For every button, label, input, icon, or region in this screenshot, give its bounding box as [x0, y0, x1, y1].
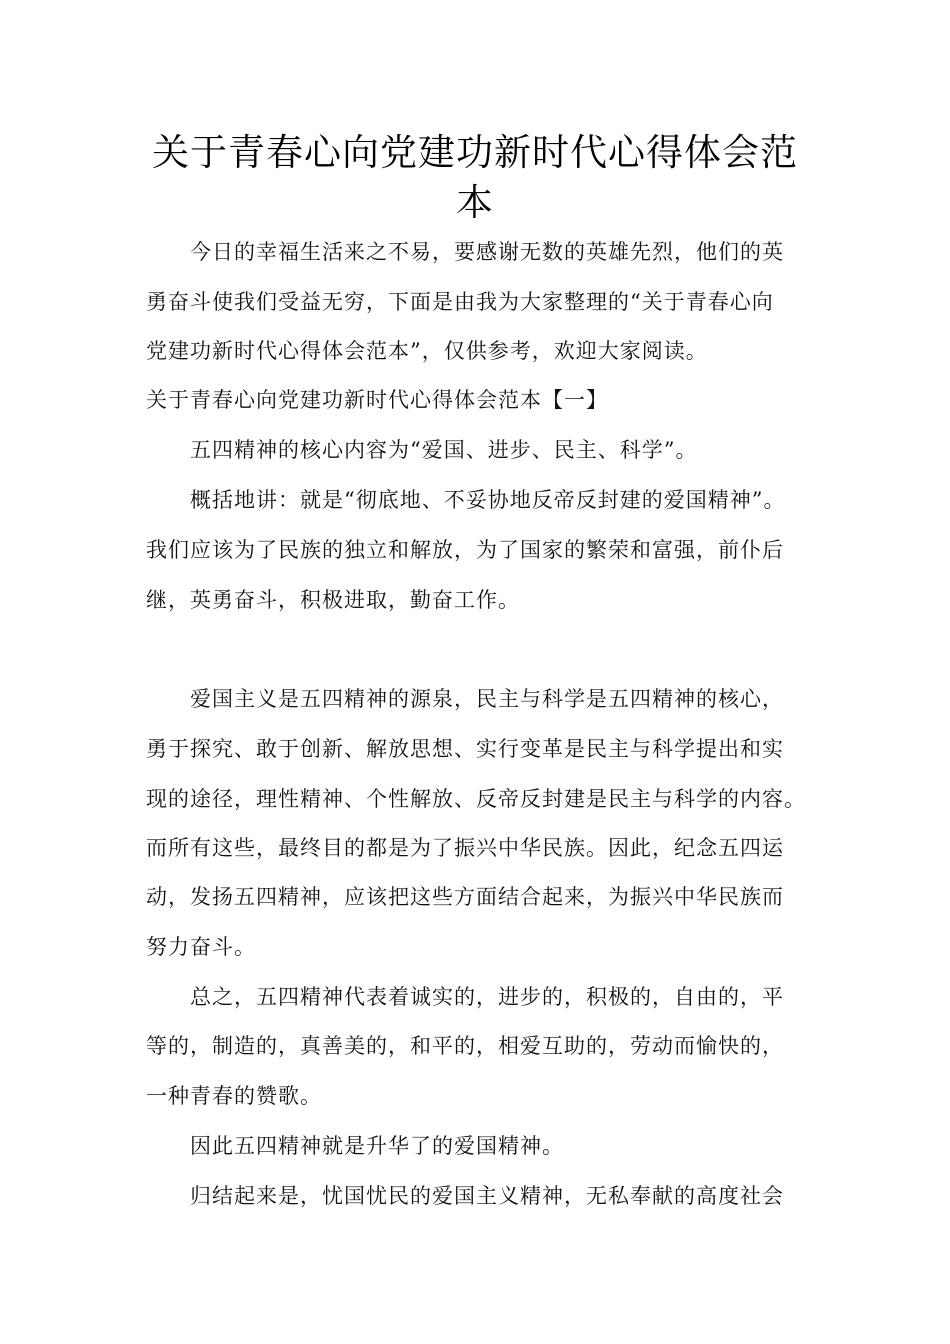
intro-line-1: 今日的幸福生活来之不易，要感谢无数的英雄先烈，他们的英 [190, 240, 784, 264]
title-line-2: 本 [456, 181, 494, 224]
body-line-15: 归结起来是，忧国忧民的爱国主义精神，无私奉献的高度社会 [190, 1184, 784, 1208]
body-line-8: 而所有这些，最终目的都是为了振兴中华民族。因此，纪念五四运 [146, 836, 784, 860]
body-line-4: 继，英勇奋斗，积极进取，勤奋工作。 [146, 588, 520, 612]
body-line-5: 爱国主义是五四精神的源泉，民主与科学是五四精神的核心， [190, 687, 784, 711]
body-line-3: 我们应该为了民族的独立和解放，为了国家的繁荣和富强，前仆后 [146, 538, 784, 562]
body-line-13: 一种青春的赞歌。 [146, 1084, 322, 1108]
intro-line-3: 党建功新时代心得体会范本”，仅供参考，欢迎大家阅读。 [146, 339, 708, 363]
body-line-2: 概括地讲：就是“彻底地、不妥协地反帝反封建的爱国精神”。 [190, 488, 786, 512]
body-line-1: 五四精神的核心内容为“爱国、进步、民主、科学”。 [190, 438, 698, 462]
body-line-10: 努力奋斗。 [146, 935, 256, 959]
body-line-12: 等的，制造的，真善美的，和平的，相爱互助的，劳动而愉快的， [146, 1034, 784, 1058]
title-line-1: 关于青春心向党建功新时代心得体会范 [152, 131, 798, 174]
section-heading: 关于青春心向党建功新时代心得体会范本【一】 [146, 388, 608, 412]
body-line-11: 总之，五四精神代表着诚实的，进步的，积极的，自由的，平 [190, 985, 784, 1009]
body-line-7: 现的途径，理性精神、个性解放、反帝反封建是民主与科学的内容。 [146, 787, 806, 811]
body-line-9: 动，发扬五四精神，应该把这些方面结合起来，为振兴中华民族而 [146, 885, 784, 909]
document-title [120, 128, 830, 228]
body-line-14: 因此五四精神就是升华了的爱国精神。 [190, 1134, 564, 1158]
intro-line-2: 勇奋斗使我们受益无穷，下面是由我为大家整理的“关于青春心向 [146, 290, 774, 314]
body-line-6: 勇于探究、敢于创新、解放思想、实行变革是民主与科学提出和实 [146, 737, 784, 761]
